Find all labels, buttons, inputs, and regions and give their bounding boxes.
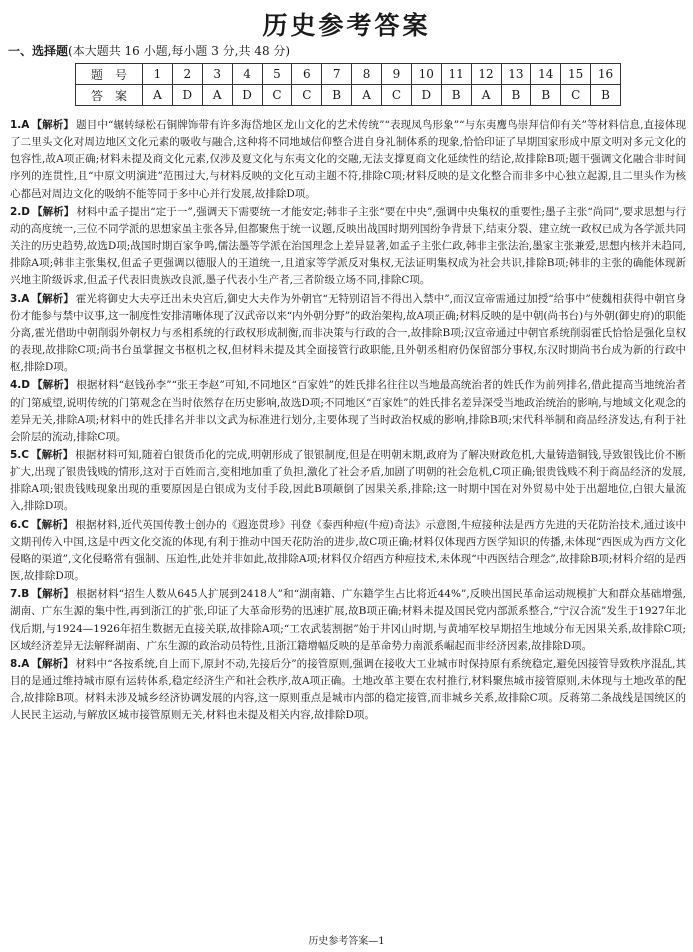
answer-cell: B — [441, 85, 471, 106]
item-number: 4.D — [10, 379, 31, 392]
answer-cell: A — [352, 85, 382, 106]
analysis-tag: 【解析】 — [31, 448, 74, 461]
question-number-row — [76, 64, 621, 85]
analysis-tag: 【解析】 — [31, 292, 74, 305]
item-text: 霍光将御史大夫亭迁出未央宫后,御史大夫作为外朝官“无特别诏旨不得出入禁中”,而汉宣帝需通过加授“给事中”使魏相获得中朝官身份才能参与禁中议事,这一制度性安排清晰体现了汉武帝以来“内外朝分野”的政治架构,故A项正确;材料反映的是中朝(尚书台)与外朝(御史府)的职能分离,霍光借助中朝削弱外朝权力与丞相系统的行政权形成制衡,而非决策与行政的合一,故排除B项;汉宣帝通过中朝官系统削弱霍氏恰恰是强化皇权的表现,故排除C项;尚书台虽掌握文书枢机之权,但材料未提及其全面接管行政职能,且外朝丞相府仍保留部分事权,东汉时期尚书台成为新的行政中枢,排除D项。 — [10, 292, 686, 374]
row-label-number: 题号 — [76, 64, 143, 85]
answer-cell: B — [591, 85, 621, 106]
question-number: 16 — [591, 64, 621, 85]
explanation-item — [10, 656, 686, 725]
analysis-tag: 【解析】 — [31, 518, 74, 531]
section-label: 一、选择题 — [8, 44, 69, 58]
answer-cell: D — [411, 85, 441, 106]
item-text: 材料中“各按系统,自上而下,原封不动,先接后分”的接管原则,强调在接收大工业城市时保持原有系统稳定,避免因接管导致秩序混乱,其目的是通过维持城市原有运转体系,稳定经济生产和社会秩序,故A项正确。土地改革主要在农村推行,材料聚焦城市接管原则,未体现与土地改革的配合,故排除B项。材料未涉及城乡经济协调发展的内容,这一原则重点是城市内部的稳定接管,而非城乡关系,故排除C项。反蒋第二条战线是国统区的人民民主运动,与解放区城市接管原则无关,材料也未提及相关内容,故排除D项。 — [10, 657, 687, 722]
question-number: 11 — [441, 64, 471, 85]
question-number: 12 — [471, 64, 501, 85]
question-number: 2 — [172, 64, 202, 85]
explanation-item — [10, 204, 686, 290]
analysis-tag: 【解析】 — [32, 205, 75, 218]
question-number: 15 — [561, 64, 591, 85]
answer-cell: C — [262, 85, 292, 106]
question-number: 10 — [411, 64, 441, 85]
question-number: 5 — [262, 64, 292, 85]
item-number: 2.D — [10, 205, 31, 218]
question-number: 9 — [382, 64, 412, 85]
answer-cell: A — [202, 85, 232, 106]
section-note: (本大题共 16 小题,每小题 3 分,共 48 分) — [68, 44, 291, 58]
answer-cell: D — [232, 85, 262, 106]
analysis-tag: 【解析】 — [32, 379, 75, 392]
explanation-item — [10, 377, 686, 446]
question-number: 4 — [232, 64, 262, 85]
item-text: 根据材料,近代英国传教士创办的《遐迩贯珍》刊登《泰西种痘(牛痘)奇法》示意图,牛痘接种法是西方先进的天花防治技术,通过该中文期刊传入中国,这是中西文化交流的体现,有利于推动中国天花防治的进步,故C项正确;材料仅体现西方医学知识的传播,未体现“西医成为西方文化侵略的渠道”,文化侵略常有强制、压迫性,此处并非如此,故排除A项;材料仅介绍西方种痘技术,未体现“中西医结合理念”,故排除B项;材料介绍的是西医,故排除D项。 — [10, 518, 686, 583]
answer-cell: B — [501, 85, 531, 106]
item-number: 5.C — [10, 448, 30, 461]
item-text: 根据材料可知,随着白银货币化的完成,明朝形成了银银制度,但是在明朝末期,政府为了解决财政危机,大量铸造铜钱,导致银钱比价不断扩大,出现了银贵钱贱的情形,这对于百姓而言,变相地加重了负担,激化了社会矛盾,加剧了明朝的社会危机,C项正确;银贵钱贱不利于商品经济的发展,排除A项;银贵钱贱现象出现的重要原因是白银成为支付手段,因此B项颠倒了因果关系,排除;这一时期中国在对外贸易中处于出超地位,白银大量流入,排除D项。 — [10, 448, 687, 513]
answer-cell: B — [531, 85, 561, 106]
item-text: 材料中孟子提出“定于一”,强调天下需要统一才能安定;韩非子主张“要在中央”,强调中央集权的重要性;墨子主张“尚同”,要求思想与行动的高度统一,三位不同学派的思想家虽主张各异,但都聚焦于统一议题,反映出战国时期列国纷争背景下,结束分裂、建立统一政权已成为各学派共同关注的历史趋势,故选D项;战国时期百家争鸣,儒法墨等学派在治国理念上差异显著,如孟子主张仁政,韩非主张法治,墨家主张兼爱,思想内核并未趋同,排除A项;韩非主张集权,但孟子更强调以德服人的王道统一,且道家等学派反对集权,无法证明集权成为社会共识,排除B项;韩非的主张的确能体现新兴地主阶级诉求,但孟子代表旧贵族改良派,墨子代表小生产者,三者阶级立场不同,排除C项。 — [10, 205, 687, 287]
item-number: 8.A — [10, 657, 30, 670]
question-number: 14 — [531, 64, 561, 85]
explanation-item — [10, 117, 686, 203]
explanation-item — [10, 586, 686, 655]
item-text: 根据材料“赵钱孙李”“张王李赵”可知,不同地区“百家姓”的姓氏排名往往以当地最高统治者的姓氏作为前列排名,借此提高当地统治者的门第威望,说明传统的门第观念在当时依然存在历史影响,故选D项;不同地区“百家姓”的姓氏排名差异深受当地政治统治的影响,与地域文化观念的差异无关,排除A项;材料中的姓氏排名并非以文武为标准进行划分,主要体现了当时政治权威的影响,排除B项;宋代科举制和商品经济发达,有利于社会阶层的流动,排除C项。 — [10, 379, 687, 443]
analysis-tag: 【解析】 — [31, 657, 74, 670]
row-label-answer: 答案 — [76, 85, 143, 106]
explanation-item — [10, 447, 686, 516]
item-number: 6.C — [10, 518, 30, 531]
answer-table — [75, 63, 621, 106]
item-number: 1.A — [10, 119, 30, 131]
explanation-item — [10, 517, 686, 586]
analysis-tag: 【解析】 — [31, 119, 75, 131]
page-title: 历史参考答案 — [262, 11, 431, 40]
question-number: 13 — [501, 64, 531, 85]
item-number: 3.A — [10, 292, 30, 305]
item-text: 根据材料“招生人数从645人扩展到2418人”和“湖南籍、广东籍学生占比将近44%”,反映出国民革命运动规模扩大和群众基础增强,湖南、广东生源的集中性,再到浙江的扩张,印证了大革命形势的迅速扩展,故B项正确;材料未提及国民党内部派系整合,“宁汉合流”发生于1927年北伐后期,与1924—1926年招生数据无直接关联,故排除A项;“工农武装割据”始于井冈山时期,与黄埔军校早期招生地域分布无因果关系,故排除C项;区域经济差异无法解释湖南、广东生源的政治动员特性,且浙江籍增幅反映的是革命势力南派系崛起而非经济因素,故排除D项。 — [10, 588, 686, 652]
question-number: 1 — [143, 64, 173, 85]
question-number: 8 — [352, 64, 382, 85]
answer-cell: C — [561, 85, 591, 106]
question-number: 6 — [292, 64, 322, 85]
question-number: 3 — [202, 64, 232, 85]
answer-cell: D — [172, 85, 202, 106]
question-number: 7 — [322, 64, 352, 85]
answer-cell: B — [322, 85, 352, 106]
answer-row — [76, 85, 621, 106]
analysis-tag: 【解析】 — [31, 588, 75, 601]
page-footer: 历史参考答案—1 — [308, 936, 385, 947]
section-heading — [8, 42, 290, 59]
answer-cell: A — [143, 85, 173, 106]
answer-cell: A — [471, 85, 501, 106]
answer-cell: C — [292, 85, 322, 106]
answer-cell: C — [382, 85, 412, 106]
explanation-item — [10, 291, 686, 377]
item-text: 题目中“辗转绿松石铜牌饰带有许多海岱地区龙山文化的艺术传统”“表现凤鸟形象”“与东夷鹰鸟崇拜信仰有关”等材料信息,直接体现了二里头文化对周边地区文化元素的吸收与融合,这种将不同地域信仰整合进自身礼制体系的现象,恰恰印证了早期国家形成中原文明对多元文化的包容性,故A项正确;材料未提及商文化元素,仅涉及夏文化与东夷文化的交融,无法支撑夏商文化延续性的结论,故排除B项;题干强调文化融合非时间序列的连贯性,且“中原文明演进”范围过大,与材料反映的文化互动主题不符,排除C项;材料反映的是文化整合而非多中心独立起源,且二里头作为核心都邑对周边文化的吸纳不能等同于多中心并行发展,故排除D项。 — [10, 119, 686, 200]
item-number: 7.B — [10, 588, 30, 601]
explanation-list — [10, 117, 686, 725]
